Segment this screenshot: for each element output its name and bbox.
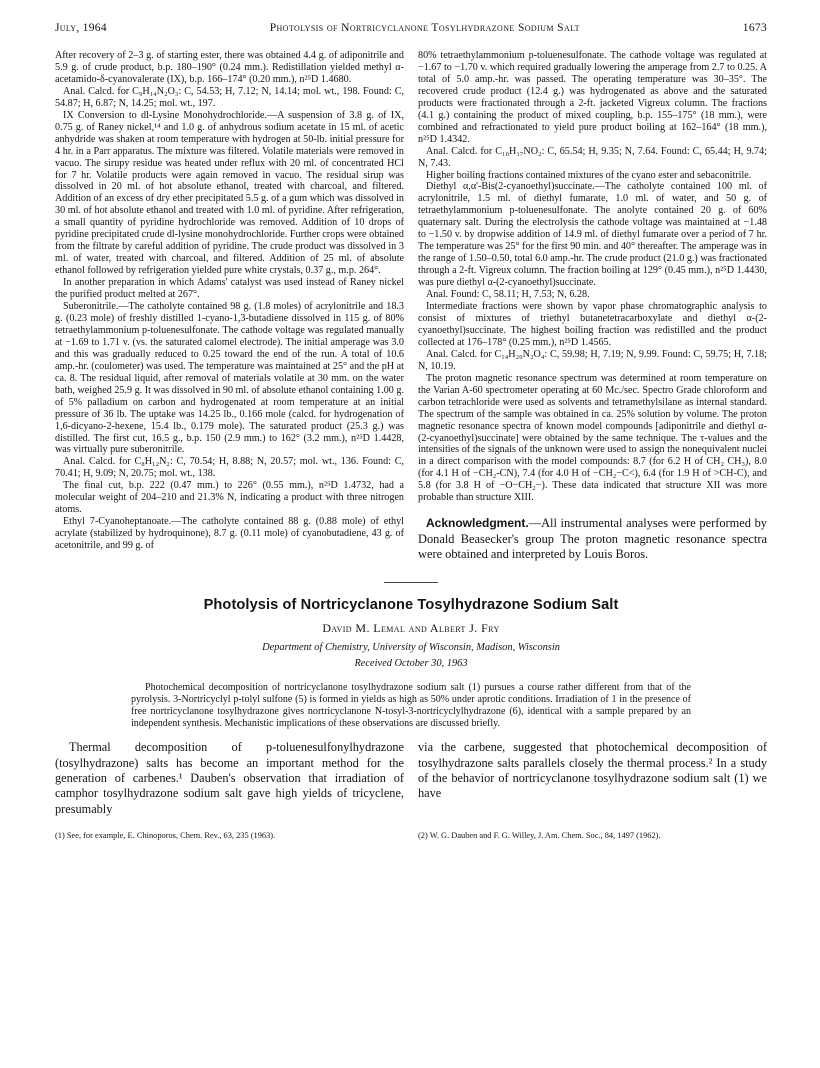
intro-paragraph: via the carbene, suggested that photochemical decomposition of tosylhydrazone salts parallels closely the thermal process.² In a study of the behavior of nortricyclanone tosylhydrazone sodium salt (1) we have: [418, 740, 767, 801]
left-column: [55, 50, 404, 563]
introduction: [55, 740, 767, 816]
paragraph: The proton magnetic resonance spectrum was determined at room temperature on the Varian A-60 spectrometer operating at 60 Mc./sec. Spectro Grade chloroform and carbon tetrachloride were used as solvents and tetramethylsilane as internal standard. The spectrum of the sample was obtained in ca. 25% solution by volume. The proton magnetic resonance spectra of known model compounds [adiponitrile and diethyl α-(2-cyanoethyl)succinate] were obtained by the same technique. The τ-values and the intensities of the signals of the unknown were used to assign the nonequivalent nuclei in a direct comparison with the model compounds: 8.7 (for 6.2 H of CH₂ CH₃), 8.0 (for 4.1 H of −CH₂-CN), 7.4 (for 4.0 H of −CH₂−C<), 6.4 (for 1.9 H of >CH-C), and 5.8 (for 3.8 H of −O−CH₂−). These data indicated that structure XII was more probable than structure XIII.: [418, 372, 767, 504]
paragraph: Suberonitrile.—The catholyte contained 98 g. (1.8 moles) of acrylonitrile and 18.3 g. (0.23 mole) of freshly distilled 1-cyano-1,3-butadiene dissolved in 115 g. of 80% tetraethylammonium p-toluenesulfonate. The cathode voltage was regulated manually at −1.69 to 1.71 v. (vs. the saturated calomel electrode). The initial amperage was 3.0 and this was gradually reduced to 0.25 toward the end of the run. A total of 10.6 amp.-hr. (coulometer) was used. The temperature was maintained at 25° and the pH at ca. 8. The residual liquid, after removal of materials volatile at 30 mm. on the water bath, weighed 25.9 g. It was dissolved in 90 ml. of absolute ethanol containing 1.00 g. of 5% palladium on carbon and hydrogenated at room temperature at an initial pressure of 36 lb. The uptake was 14.25 lb., 0.166 mole (calcd. for hydrogenation of 1,6-dicyano-2-hexene, 15.4 lb., 0.179 mole). The saturated product (25.3 g.) was distilled. The first cut, 16.5 g., b.p. 150 (2.9 mm.) to 162° (3.2 mm.), n²⁵D 1.4428, was virtually pure suberonitrile.: [55, 301, 404, 456]
intro-right-column: [418, 740, 767, 816]
right-column: [418, 50, 767, 563]
page-number: 1673: [742, 22, 767, 34]
paragraph: Anal. Found: C, 58.11; H, 7.53; N, 6.28.: [426, 289, 590, 301]
intro-left-column: [55, 740, 404, 816]
journal-page: [55, 22, 767, 840]
section-divider: [384, 582, 438, 583]
experimental-columns: [55, 50, 767, 563]
paragraph: IX Conversion to dl-Lysine Monohydrochloride.—A suspension of 3.8 g. of IX, 0.75 g. of Raney nickel,¹⁴ and 1.0 g. of anhydrous sodium acetate in 15 ml. of acetic anhydride was shaken at room temperature with hydrogen at 50-lb. initial pressure for 4 hr. in a Parr apparatus. The mixture was filtered. Volatile materials were removed in vacuo. The sirupy residue was heated under reflux with 20 ml. of concentrated HCl for 7 hr. Volatile products were again removed in vacuo. The residual sirup was dissolved in 20 ml. of hot absolute ethanol, treated with charcoal, and filtered. Addition of an excess of dry ether precipitated 5.5 g. of a gum which was dissolved in 30 ml. of hot absolute ethanol and treated with 1.0 ml. of pyridine. After refrigeration, a small quantity of pyridine hydrochloride was removed. Addition of 10 drops of pyridine precipitated crude dl-lysine monohydrochloride. Further crops were obtained from the filtrate by careful addition of pyridine. The crude product was dissolved in 3 ml. of water, treated with charcoal, and filtered. Addition of 25 ml. of absolute ethanol followed by refrigeration yielded pure white crystals, 0.37 g., m.p. 264°.: [55, 109, 404, 277]
paragraph: 80% tetraethylammonium p-toluenesulfonate. The cathode voltage was regulated at −1.67 to −1.70 v. which required gradually lowering the amperage from 2.7 to 0.25. A total of 5.0 amp.-hr. was passed. The operating temperature was 30–35°. The recovered crude product (12.4 g.) was hydrogenated as above and the saturated products were fractionated through a 2-ft. jacketed Vigreux column. The fractions (4.1 g.) containing the product of mixed coupling, b.p. 155–175° (18 mm.), were combined and refractionated to yield pure product boiling at 162–164° (18 mm.), n²⁵D 1.4342.: [418, 50, 767, 145]
footnote-1: (1) See, for example, E. Chinoporos, Chem. Rev., 63, 235 (1963).: [55, 830, 276, 840]
abstract: Photochemical decomposition of nortricyclanone tosylhydrazone sodium salt (1) pursues a course rather different from that of the pyrolysis. 3-Nortricyclyl p-tolyl sulfone (5) is formed in yields as high as 50% under aprotic conditions. Irradiation of 1 in the presence of free nortricyclanone tosylhydrazone gives nortricyclanone N-tosyl-3-nortricyclylhydrazone (6), identical with a sample prepared by an independent synthesis. Mechanistic implications of these observations are discussed briefly.: [131, 682, 691, 730]
running-title: Photolysis of Nortricyclanone Tosylhydrazone Sodium Salt: [269, 22, 580, 34]
article-authors: David M. Lemal and Albert J. Fry: [322, 621, 500, 635]
paragraph: The final cut, b.p. 222 (0.47 mm.) to 226° (0.55 mm.), n²⁵D 1.4732, had a molecular weight of 204–210 and 21.3% N, indicating a product with three nitrogen atoms.: [55, 480, 404, 516]
paragraph: Anal. Calcd. for C₉H₁₄N₂O₃: C, 54.53; H, 7.12; N, 14.14; mol. wt., 198. Found: C, 54.87; H, 6.87; N, 14.25; mol. wt., 197.: [55, 85, 404, 109]
paragraph: Diethyl α,α'-Bis(2-cyanoethyl)succinate.—The catholyte contained 100 ml. of acrylonitrile, 1.5 ml. of diethyl fumarate, 1.0 ml. of water, and 50 g. of tetraethylammonium p-toluenesulfonate. The anolyte contained 20 g. of 60% quaternary salt. During the electrolysis the cathode voltage was maintained at −1.48 to −1.50 v. by dropwise addition of 14.9 ml. of diethyl fumarate over a period of 7 hr. The temperature was 25° for the first 90 min. and 40° thereafter. The amperage was in the range of 1.50–0.50, total 6.0 amp.-hr. The crude product (21.0 g.) was fractionated through a 2-ft. Vigreux column. The fraction boiling at 129° (0.45 mm.), n²⁵D 1.4430, was pure diethyl α-(2-cyanoethyl)succinate.: [418, 181, 767, 289]
paragraph: Anal. Calcd. for C₈H₁₂N₂: C, 70.54; H, 8.88; N, 20.57; mol. wt., 136. Found: C, 70.41; H, 9.09; N, 20.75; mol. wt., 138.: [55, 456, 404, 480]
acknowledgment-text: —All instrumental analyses were performed by Donald Beasecker's group The proton magnetic resonance spectra were obtained and interpreted by Louis Boros.: [418, 516, 767, 562]
footnote-2: (2) W. G. Dauben and F. G. Willey, J. Am. Chem. Soc., 84, 1497 (1962).: [418, 830, 661, 840]
journal-date: July, 1964: [55, 22, 107, 34]
acknowledgment-heading: Acknowledgment.: [426, 516, 529, 531]
footnotes: [55, 831, 767, 840]
paragraph: Intermediate fractions were shown by vapor phase chromatographic analysis to consist of mixtures of triethyl butanetetracarboxylate and diethyl α-(2-cyanoethyl)succinate. The highest boiling fraction was redistilled and the product collected at 176–178° (0.25 mm.), n²⁵D 1.4565.: [418, 301, 767, 348]
received-date: Received October 30, 1963: [354, 658, 468, 669]
paragraph: Anal. Calcd. for C₁₄H₂₀N₂O₄: C, 59.98; H, 7.19; N, 9.99. Found: C, 59.75; H, 7.18; N, 10.19.: [418, 348, 767, 372]
paragraph: Higher boiling fractions contained mixtures of the cyano ester and sebaconitrile.: [426, 169, 752, 181]
article-title: Photolysis of Nortricyclanone Tosylhydrazone Sodium Salt: [203, 597, 619, 613]
running-head: [55, 22, 767, 40]
article-affiliation: Department of Chemistry, University of Wisconsin, Madison, Wisconsin: [262, 642, 560, 653]
paragraph: Anal. Calcd. for C₁₀H₁₇NO₂: C, 65.54; H, 9.35; N, 7.64. Found: C, 65.44; H, 9.74; N, 7.43.: [418, 145, 767, 169]
paragraph: In another preparation in which Adams' catalyst was used instead of Raney nickel the purified product melted at 267°.: [55, 277, 404, 301]
intro-paragraph: Thermal decomposition of p-toluenesulfonylhydrazone (tosylhydrazone) salts has become an important method for the generation of carbenes.¹ Dauben's observation that irradiation of camphor tosylhydrazone sodium salt gave high yields of tricyclene, presumably: [55, 740, 404, 816]
paragraph: After recovery of 2–3 g. of starting ester, there was obtained 4.4 g. of adiponitrile and 5.9 g. of crude product, b.p. 180–190° (0.24 mm.). Redistillation yielded methyl α-acetamido-δ-cyanovalerate (IX), b.p. 166–174° (0.20 mm.), n²⁵D 1.4680.: [55, 50, 404, 85]
paragraph: Ethyl 7-Cyanoheptanoate.—The catholyte contained 88 g. (0.88 mole) of ethyl acrylate (stabilized by hydroquinone), 8.7 g. (0.11 mole) of cyanobutadiene, 43 g. of acetonitrile, and 99 g. of: [55, 516, 404, 552]
acknowledgment: [418, 516, 767, 563]
